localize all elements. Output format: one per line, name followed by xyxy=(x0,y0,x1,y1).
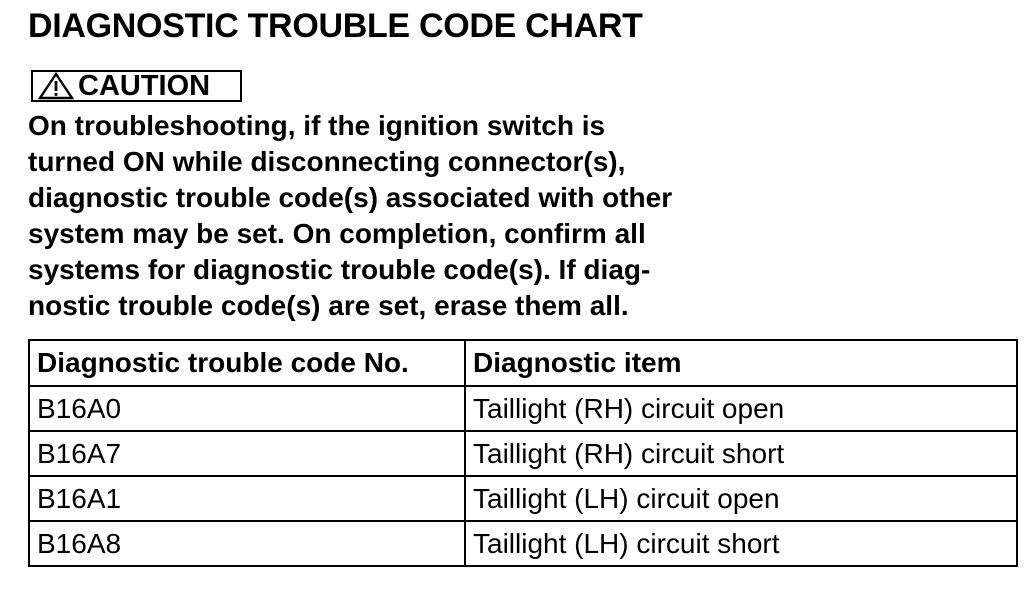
dtc-code-cell: B16A7 xyxy=(29,431,465,476)
column-header-item: Diagnostic item xyxy=(465,340,1017,386)
table-row xyxy=(29,476,1017,521)
caution-text-line: system may be set. On completion, confirm all xyxy=(28,218,646,249)
dtc-item-cell: Taillight (LH) circuit short xyxy=(465,521,1017,566)
caution-label: CAUTION xyxy=(78,70,211,102)
table-header-row xyxy=(29,340,1017,386)
caution-text-line: diagnostic trouble code(s) associated with other xyxy=(28,182,673,213)
dtc-code-cell: B16A0 xyxy=(29,386,465,431)
dtc-item-cell: Taillight (RH) circuit open xyxy=(465,386,1017,431)
caution-box xyxy=(31,70,242,102)
table-row xyxy=(29,521,1017,566)
table-row xyxy=(29,386,1017,431)
column-header-code: Diagnostic trouble code No. xyxy=(29,340,465,386)
warning-triangle-icon xyxy=(38,72,74,100)
caution-text xyxy=(28,108,748,324)
caution-text-line: nostic trouble code(s) are set, erase them all. xyxy=(28,290,629,321)
dtc-item-cell: Taillight (RH) circuit short xyxy=(465,431,1017,476)
caution-text-line: systems for diagnostic trouble code(s). If diag- xyxy=(28,254,651,285)
dtc-code-cell: B16A8 xyxy=(29,521,465,566)
dtc-code-cell: B16A1 xyxy=(29,476,465,521)
table-row xyxy=(29,431,1017,476)
caution-text-line: On troubleshooting, if the ignition switch is xyxy=(28,110,606,141)
caution-text-line: turned ON while disconnecting connector(s), xyxy=(28,146,626,177)
page-title: DIAGNOSTIC TROUBLE CODE CHART xyxy=(28,7,643,45)
dtc-table xyxy=(28,339,1018,567)
dtc-item-cell: Taillight (LH) circuit open xyxy=(465,476,1017,521)
